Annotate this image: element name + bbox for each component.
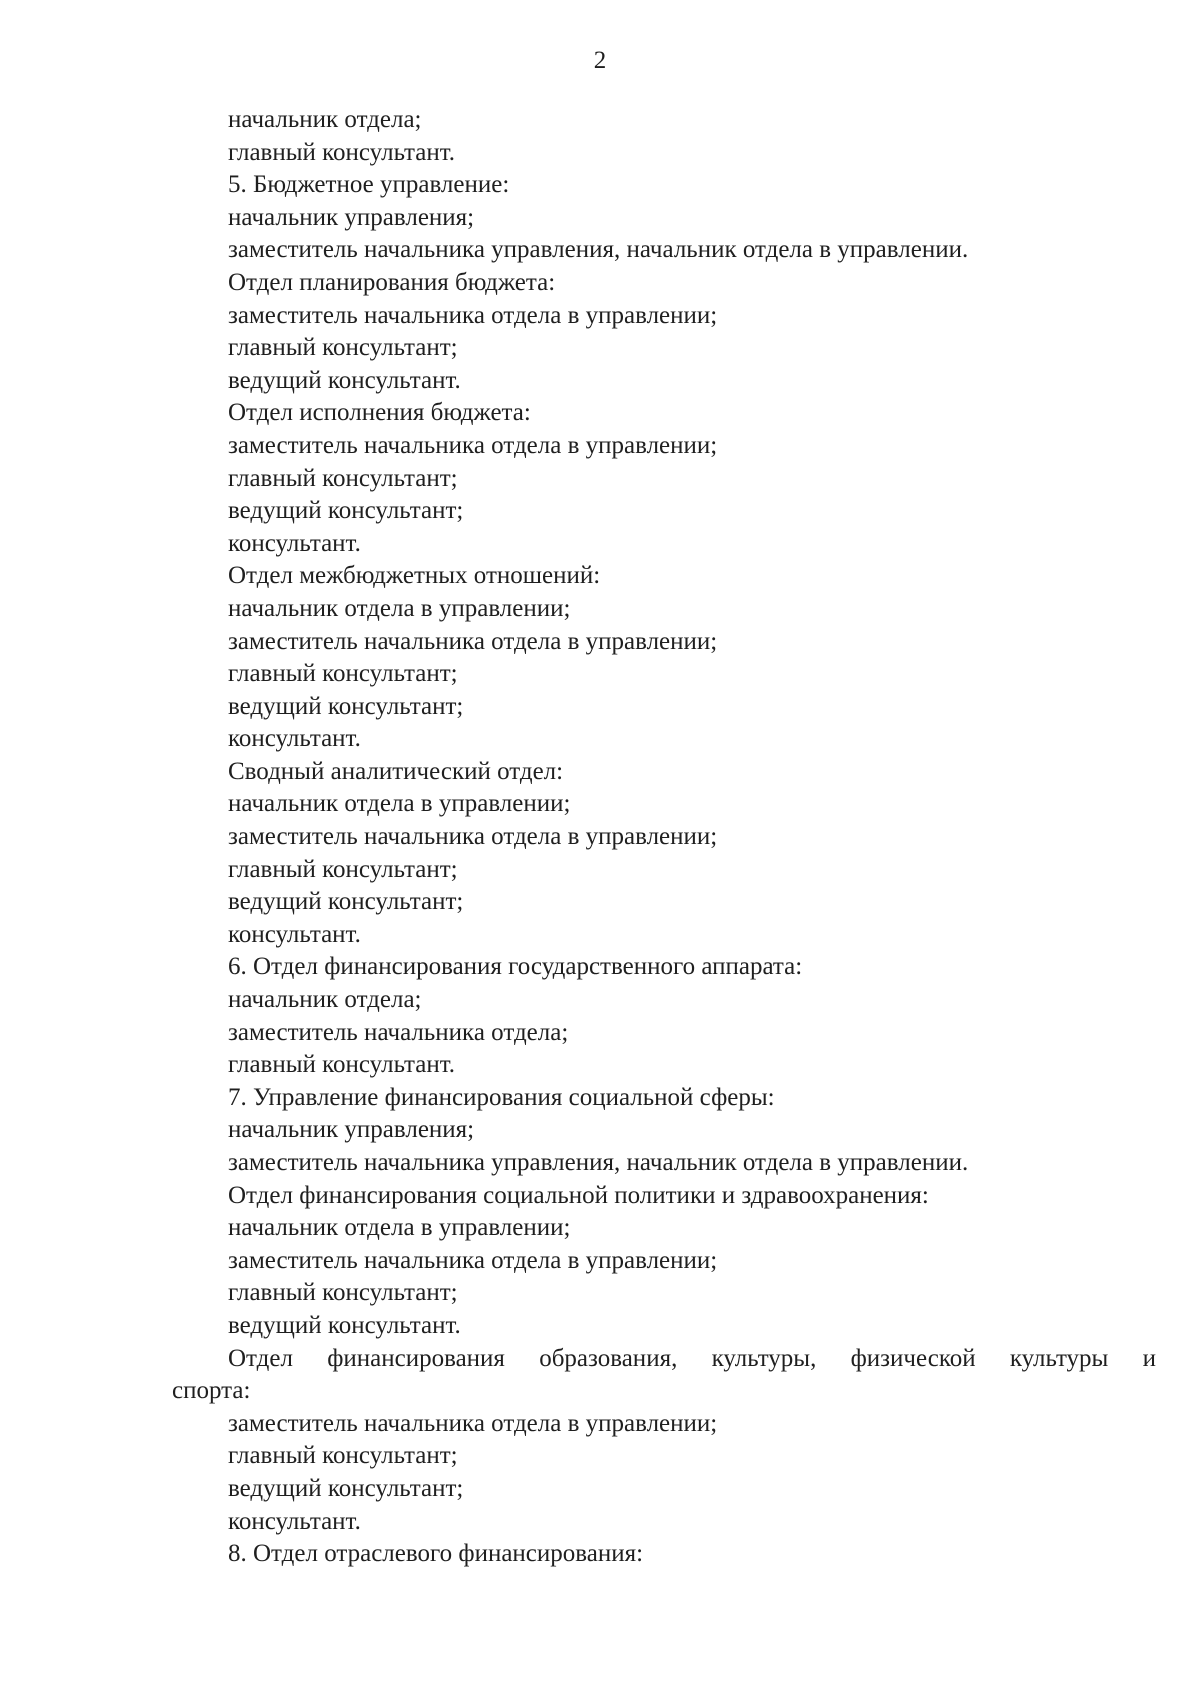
subsection-heading: Отдел исполнения бюджета: bbox=[228, 399, 531, 427]
text-line: заместитель начальника отдела в управлении; bbox=[228, 301, 718, 329]
subsection-heading: Отдел планирования бюджета: bbox=[228, 268, 556, 296]
text-line: заместитель начальника отдела в управлении; bbox=[228, 1246, 718, 1274]
text-line: главный консультант. bbox=[228, 138, 456, 166]
text-line: ведущий консультант; bbox=[228, 692, 464, 720]
text-line: ведущий консультант; bbox=[228, 497, 464, 525]
text-line: заместитель начальника отдела в управлении; bbox=[228, 823, 718, 851]
text-line: заместитель начальника отдела в управлении; bbox=[228, 1409, 718, 1437]
text-line: консультант. bbox=[228, 529, 361, 557]
section-heading: 5. Бюджетное управление: bbox=[228, 171, 510, 199]
text-line: ведущий консультант. bbox=[228, 1311, 461, 1339]
subsection-heading: Отдел финансирования социальной политики и здравоохранения: bbox=[228, 1181, 929, 1209]
text-line: заместитель начальника отдела; bbox=[228, 1018, 569, 1046]
text-line: ведущий консультант; bbox=[228, 888, 464, 916]
page-number: 2 bbox=[593, 47, 607, 74]
text-line: главный консультант; bbox=[228, 1279, 458, 1307]
subsection-heading: Отдел межбюджетных отношений: bbox=[228, 562, 601, 590]
section-heading: 7. Управление финансирования социальной сферы: bbox=[228, 1083, 775, 1111]
text-line: начальник управления; bbox=[228, 1116, 475, 1144]
text-line: начальник управления; bbox=[228, 203, 475, 231]
text-line: начальник отдела; bbox=[228, 986, 422, 1014]
text-line: консультант. bbox=[228, 920, 361, 948]
text-line: начальник отдела; bbox=[228, 106, 422, 133]
text-line: консультант. bbox=[228, 1507, 361, 1535]
subsection-heading-continuation: спорта: bbox=[172, 1377, 251, 1405]
text-line: главный консультант; bbox=[228, 464, 458, 492]
text-line: заместитель начальника отдела в управлении; bbox=[228, 431, 718, 459]
text-line: начальник отдела в управлении; bbox=[228, 594, 571, 622]
text-line: главный консультант; bbox=[228, 855, 458, 883]
text-line: начальник отдела в управлении; bbox=[228, 1214, 571, 1242]
text-line: заместитель начальника управления, начальник отдела в управлении. bbox=[228, 236, 969, 264]
text-line: консультант. bbox=[228, 725, 361, 753]
text-line: главный консультант; bbox=[228, 660, 458, 688]
text-line: заместитель начальника управления, начальник отдела в управлении. bbox=[228, 1149, 969, 1176]
text-line: главный консультант; bbox=[228, 334, 458, 362]
text-line: заместитель начальника отдела в управлении; bbox=[228, 627, 718, 655]
subsection-heading: Сводный аналитический отдел: bbox=[228, 757, 564, 785]
section-heading: 6. Отдел финансирования государственного аппарата: bbox=[228, 953, 803, 981]
text-line: главный консультант; bbox=[228, 1442, 458, 1470]
section-heading: 8. Отдел отраслевого финансирования: bbox=[228, 1540, 644, 1568]
text-line: начальник отдела в управлении; bbox=[228, 790, 571, 818]
document-body bbox=[172, 104, 1156, 1571]
text-line: ведущий консультант. bbox=[228, 366, 461, 394]
text-line: главный консультант. bbox=[228, 1051, 456, 1079]
text-line: ведущий консультант; bbox=[228, 1474, 464, 1502]
subsection-heading: Отдел финансирования образования, культуры, физической культуры и bbox=[228, 1344, 1156, 1372]
